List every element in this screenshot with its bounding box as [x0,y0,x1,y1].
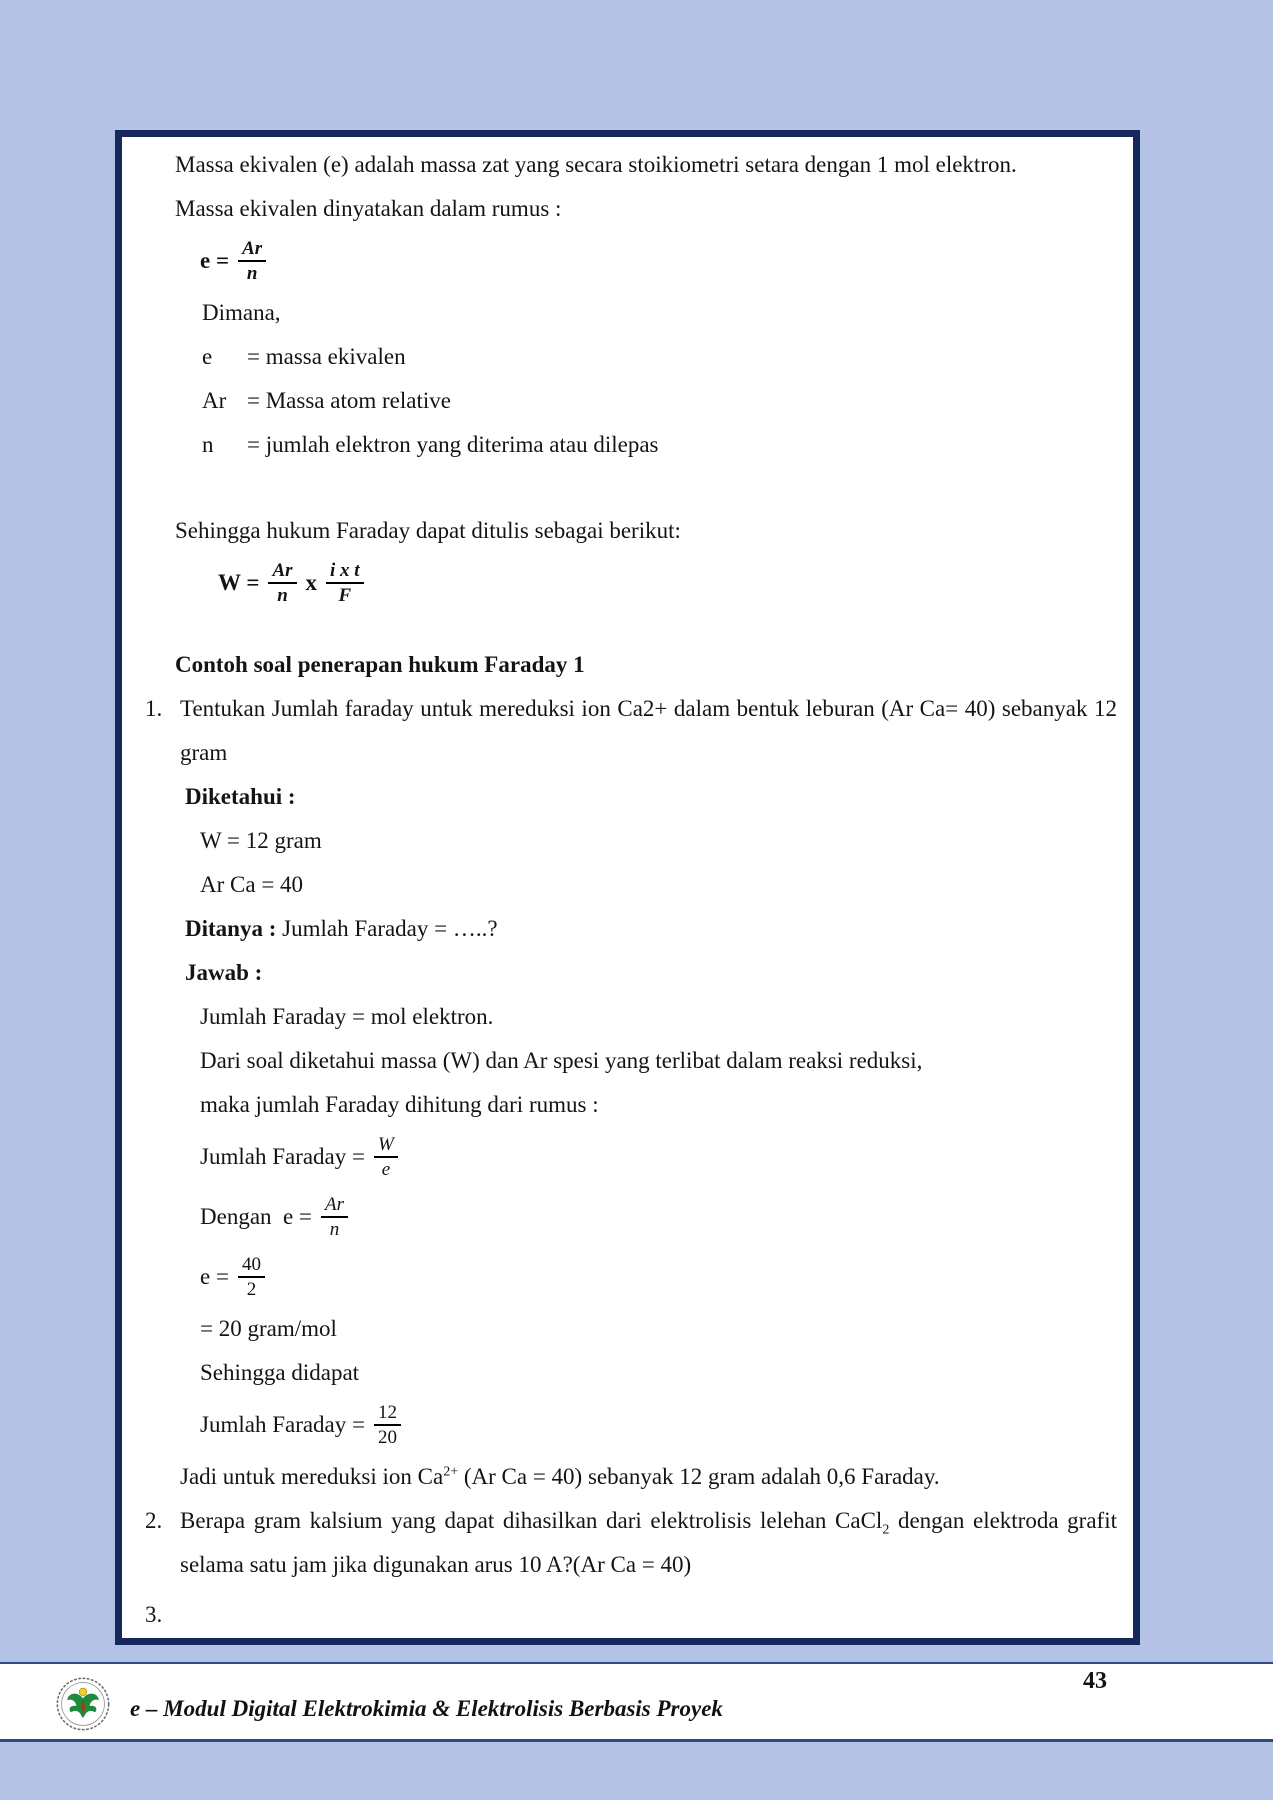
definition-symbol: e [202,344,213,369]
problem-text [180,1593,1117,1637]
conclusion-post: (Ar Ca = 40) sebanyak 12 gram adalah 0,6 Faraday. [458,1464,940,1489]
fraction-denominator: n [246,263,258,284]
sehingga-paragraph: Sehingga hukum Faraday dapat ditulis sebagai berikut: [175,518,681,543]
fraction-numerator: 12 [374,1402,401,1426]
conclusion-superscript: 2+ [443,1464,459,1480]
fraction [268,560,296,607]
definition-description: = jumlah elektron yang diterima atau dilepas [247,432,659,457]
item-number: 3. [145,1602,163,1627]
fraction [374,1134,398,1181]
problem-text [180,1499,1117,1587]
definition-row-ar [202,379,1117,423]
page-number: 43 [1083,1668,1107,1694]
definition-description: = Massa atom relative [247,388,451,413]
footer [0,1662,1273,1742]
definition-row-n [202,423,1117,467]
fraction-numerator: Ar [268,560,296,584]
problem-subscript: 2 [882,1522,890,1538]
result-gram-mol: = 20 gram/mol [200,1316,337,1341]
ditanya-line [185,907,1117,951]
fraction-denominator: n [329,1219,340,1240]
formula-lhs: Jumlah Faraday = [200,1144,365,1169]
fraction-numerator: Ar [238,238,266,262]
definition-symbol: Ar [202,388,227,413]
definition-symbol: n [202,432,214,457]
problem-item-3 [145,1593,1117,1637]
ditanya-label: Ditanya : [185,916,277,941]
solution-line-2: Dari soal diketahui massa (W) dan Ar spesi yang terlibat dalam reaksi reduksi, [200,1048,923,1073]
intro-paragraph-2: Massa ekivalen dinyatakan dalam rumus : [175,196,562,221]
solution-line-3: maka jumlah Faraday dihitung dari rumus : [200,1092,599,1117]
definition-description: = massa ekivalen [247,344,406,369]
fraction [238,1254,265,1301]
fraction [374,1402,401,1449]
fraction-denominator: 2 [246,1279,257,1300]
formula-jumlah-faraday-result [200,1395,1117,1455]
fraction-denominator: F [338,585,352,606]
multiply-operator: x [305,570,318,595]
fraction-denominator: n [277,585,288,606]
unimed-logo-icon [55,1676,111,1732]
fraction [238,238,266,285]
fraction-numerator: i x t [326,560,364,584]
sehingga-didapat: Sehingga didapat [200,1360,360,1385]
formula-hukum-faraday [218,553,1117,613]
known-value-w: W = 12 gram [200,828,322,853]
conclusion-line [180,1455,1117,1499]
formula-e-value [200,1247,1117,1307]
formula-lhs: W = [218,570,260,595]
fraction-numerator: W [374,1134,398,1158]
fraction-denominator: e [381,1159,391,1180]
spacer [145,467,1117,509]
content-box [115,130,1140,1645]
contoh-soal-heading: Contoh soal penerapan hukum Faraday 1 [175,652,585,677]
fraction-numerator: Ar [321,1194,348,1218]
problem-item-2 [145,1499,1117,1587]
problem-post: dengan elektroda grafit selama satu jam jika digunakan arus 10 A?(Ar Ca = 40) [180,1508,1117,1577]
formula-jumlah-faraday [200,1127,1117,1187]
formula-lhs: e = [200,248,230,273]
intro-paragraph-1: Massa ekivalen (e) adalah massa zat yang secara stoikiometri setara dengan 1 mol elektron. [175,152,1017,177]
formula-dengan [200,1187,1117,1247]
diketahui-label: Diketahui : [185,784,296,809]
footer-title: e – Modul Digital Elektrokimia & Elektrolisis Berbasis Proyek [130,1696,723,1721]
formula-massa-ekivalen [200,231,1117,291]
problem-text: Tentukan Jumlah faraday untuk mereduksi ion Ca2+ dalam bentuk leburan (Ar Ca= 40) sebanyak 12 gram [180,696,1117,765]
item-number: 1. [145,696,163,721]
fraction [326,560,364,607]
ditanya-text: Jumlah Faraday = …..? [282,916,498,941]
definition-row-e [202,335,1117,379]
jawab-label: Jawab : [185,960,263,985]
formula-lhs: Dengan e = [200,1204,312,1229]
problem-item-1 [145,687,1117,775]
spacer [145,613,1117,643]
solution-line-1: Jumlah Faraday = mol elektron. [200,1004,494,1029]
formula-lhs: Jumlah Faraday = [200,1412,365,1437]
fraction-numerator: 40 [238,1254,265,1278]
dimana-label: Dimana, [202,300,281,325]
fraction-denominator: 20 [378,1427,397,1448]
fraction [321,1194,348,1241]
formula-lhs: e = [200,1264,229,1289]
item-number: 2. [145,1508,163,1533]
problem-pre: Berapa gram kalsium yang dapat dihasilkan dari elektrolisis lelehan CaCl [180,1508,883,1533]
known-value-ar: Ar Ca = 40 [200,872,304,897]
conclusion-pre: Jadi untuk mereduksi ion Ca [180,1464,444,1489]
